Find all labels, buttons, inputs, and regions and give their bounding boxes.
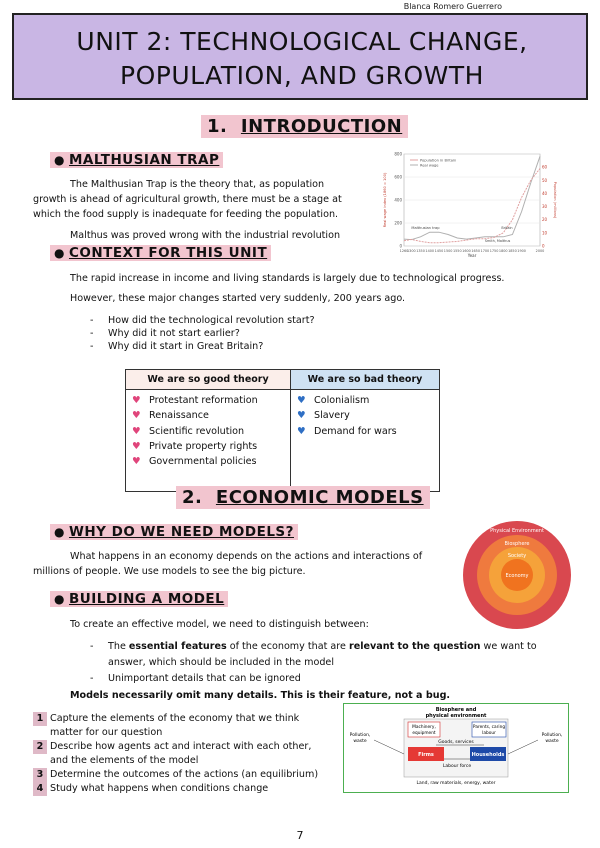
pollution-left-2: waste bbox=[353, 739, 367, 744]
list-item bbox=[132, 424, 290, 439]
question-text: Why did it not start earlier? bbox=[108, 328, 240, 339]
chart-x-tick: 1450 bbox=[434, 249, 444, 253]
bad-item: Slavery bbox=[314, 410, 350, 422]
b1-line2: answer, which should be included in the model bbox=[108, 657, 334, 668]
pink-heart-icon: ♥ bbox=[132, 456, 141, 468]
pollution-right-2: waste bbox=[545, 739, 559, 744]
chart-y-tick: 0 bbox=[399, 243, 402, 249]
chart-x-tick: 1700 bbox=[480, 249, 490, 253]
bad-item: Colonialism bbox=[314, 395, 370, 406]
malthusian-p1-line2: growth is ahead of agricultural growth, there must be a stage at bbox=[33, 194, 342, 205]
list-item bbox=[33, 768, 318, 782]
list-item: - Unimportant details that can be ignored bbox=[90, 673, 301, 684]
bad-theory-header: We are so bad theory bbox=[291, 370, 440, 390]
bullet-icon: ● bbox=[54, 246, 65, 260]
pollution-arrow-right bbox=[508, 740, 538, 754]
blue-heart-icon: ♥ bbox=[297, 410, 306, 422]
why-models-p2: millions of people. We use models to see the big picture. bbox=[33, 566, 306, 577]
flow-title-line1: Biosphere and bbox=[435, 707, 477, 713]
list-item: - Why did it not start earlier? bbox=[90, 328, 240, 339]
chart-x-tick: 1900 bbox=[517, 249, 526, 253]
bullet-icon: ● bbox=[54, 525, 65, 539]
bullet-icon: ● bbox=[54, 153, 65, 167]
bad-theory-list bbox=[291, 390, 440, 492]
machinery-2: equipment bbox=[412, 731, 436, 736]
list-item: - How did the technological revolution start? bbox=[90, 315, 315, 326]
step-number: 3 bbox=[33, 768, 47, 782]
chart-x-tick: 1300 bbox=[407, 249, 416, 253]
good-item: Scientific revolution bbox=[149, 425, 245, 437]
steps-list bbox=[33, 712, 318, 796]
list-item bbox=[132, 454, 290, 469]
step-number: 2 bbox=[33, 740, 47, 754]
step-text: Determine the outcomes of the actions (an equilibrium) bbox=[50, 769, 319, 780]
list-item bbox=[297, 424, 439, 439]
b1-text: The bbox=[108, 641, 129, 652]
blue-heart-icon: ♥ bbox=[297, 425, 306, 437]
step-number: 4 bbox=[33, 782, 47, 796]
economy-flow-diagram bbox=[343, 703, 569, 793]
chart-x-tick: 1600 bbox=[462, 249, 471, 253]
list-item bbox=[132, 439, 290, 454]
section1-title-text: INTRODUCTION bbox=[240, 116, 403, 137]
chart-y-right-tick: 50 bbox=[542, 177, 548, 183]
chart-x-tick: 2000 bbox=[535, 249, 545, 253]
chart-x-tick: 1260 bbox=[399, 249, 409, 253]
chart-x-tick: 1550 bbox=[452, 249, 462, 253]
pink-heart-icon: ♥ bbox=[132, 395, 141, 406]
label-economy: Economy bbox=[505, 573, 529, 579]
malthusian-heading-text: MALTHUSIAN TRAP bbox=[68, 152, 220, 168]
chart-x-tick: 1350 bbox=[416, 249, 425, 253]
list-item bbox=[33, 740, 318, 754]
economy-flow-svg bbox=[344, 704, 568, 792]
chart-y-right-tick: 30 bbox=[542, 204, 548, 210]
chart-y-right-tick: 0 bbox=[542, 243, 545, 249]
label-biosphere: Biosphere bbox=[504, 541, 530, 547]
chart-x-tick: 1400 bbox=[425, 249, 435, 253]
list-item bbox=[297, 408, 439, 423]
good-item: Private property rights bbox=[149, 440, 258, 452]
chart-y-right-label: Population (millions) bbox=[553, 181, 557, 219]
legend-population: Population in Britain bbox=[420, 158, 457, 163]
context-heading bbox=[50, 245, 271, 261]
pollution-left-1: Pollution, bbox=[349, 733, 371, 738]
step-number: 1 bbox=[33, 712, 47, 726]
b2-text: Unimportant details that can be ignored bbox=[108, 673, 301, 684]
section2-title-text: ECONOMIC MODELS bbox=[215, 487, 424, 508]
list-item bbox=[297, 393, 439, 408]
parents-2: labour bbox=[482, 731, 496, 736]
list-item: - The essential features of the economy that are relevant to the question we want to bbox=[90, 641, 537, 652]
chart-x-tick: 1750 bbox=[489, 249, 499, 253]
good-item: Governmental policies bbox=[149, 456, 257, 468]
building-intro: To create an effective model, we need to distinguish between: bbox=[70, 619, 369, 630]
building-heading bbox=[50, 591, 228, 607]
why-models-heading-text: WHY DO WE NEED MODELS? bbox=[68, 524, 294, 540]
malthusian-p1-line3: which the food supply is inadequate for feeding the population. bbox=[33, 209, 339, 220]
question-text: Why did it start in Great Britain? bbox=[108, 341, 264, 352]
malthusian-heading bbox=[50, 152, 223, 168]
context-p1: The rapid increase in income and living standards is largely due to technological progress. bbox=[70, 273, 505, 284]
label-physical-environment: Physical Environment bbox=[490, 528, 544, 534]
chart-y-tick: 400 bbox=[394, 197, 402, 203]
good-theory-header: We are so good theory bbox=[126, 370, 291, 390]
nested-circles-diagram bbox=[462, 520, 572, 630]
b1-text3: we want to bbox=[480, 641, 537, 652]
section2-title bbox=[176, 486, 430, 509]
chart-y-tick: 600 bbox=[394, 174, 402, 180]
building-heading-text: BUILDING A MODEL bbox=[68, 591, 225, 607]
blue-heart-icon: ♥ bbox=[297, 395, 306, 406]
annotation-smith-malthus: Smith, Malthus bbox=[484, 239, 511, 243]
unit-title-line1: UNIT 2: TECHNOLOGICAL CHANGE, bbox=[76, 27, 528, 56]
unit-title-banner bbox=[12, 13, 588, 100]
step-text: Describe how agents act and interact with each other, bbox=[50, 741, 312, 752]
list-item: - Why did it start in Great Britain? bbox=[90, 341, 264, 352]
good-theory-list bbox=[126, 390, 291, 492]
step-continuation: matter for our question bbox=[50, 727, 163, 738]
pink-heart-icon: ♥ bbox=[132, 425, 141, 437]
chart-y-right-tick: 10 bbox=[542, 230, 548, 236]
chart-y-right-tick: 20 bbox=[542, 217, 548, 223]
context-heading-text: CONTEXT FOR THIS UNIT bbox=[68, 245, 268, 261]
b1-bold2: relevant to the question bbox=[348, 641, 481, 652]
question-text: How did the technological revolution start? bbox=[108, 315, 315, 326]
list-item bbox=[33, 782, 318, 796]
legend-wage: Real wage bbox=[420, 163, 439, 168]
chart-y-label: Real wage index (1860 = 100) bbox=[383, 172, 387, 228]
annotation-malthusian-trap: Malthusian trap bbox=[411, 225, 440, 230]
malthus-chart-svg bbox=[380, 150, 556, 258]
chart-x-label: Year bbox=[467, 253, 477, 258]
pollution-arrow-left bbox=[374, 740, 404, 754]
section2-number: 2. bbox=[182, 487, 203, 508]
households-label: Households bbox=[471, 752, 505, 758]
chart-x-tick: 1500 bbox=[443, 249, 453, 253]
nested-circles-svg bbox=[462, 520, 572, 630]
malthus-chart bbox=[380, 150, 556, 258]
goods-label: Goods, services bbox=[438, 740, 474, 745]
pink-heart-icon: ♥ bbox=[132, 410, 141, 422]
list-item bbox=[132, 393, 290, 408]
step-text: Study what happens when conditions change bbox=[50, 783, 269, 794]
good-item: Renaissance bbox=[149, 410, 209, 422]
chart-y-right-tick: 40 bbox=[542, 190, 548, 196]
annotation-britain: Britain bbox=[501, 225, 513, 230]
section1-number: 1. bbox=[207, 116, 228, 137]
context-questions bbox=[90, 314, 315, 353]
pollution-right-1: Pollution, bbox=[541, 733, 563, 738]
models-emphasis: Models necessarily omit many details. This is their feature, not a bug. bbox=[70, 690, 451, 701]
parents-1: Parents, caring bbox=[472, 725, 506, 730]
malthusian-p2: Malthus was proved wrong with the industrial revolution bbox=[70, 230, 341, 241]
page-number: 7 bbox=[296, 829, 304, 842]
section1-title bbox=[201, 115, 408, 138]
good-item: Protestant reformation bbox=[149, 395, 258, 406]
firms-label: Firms bbox=[418, 752, 434, 758]
step-continuation: and the elements of the model bbox=[50, 755, 199, 766]
unit-title-line2: POPULATION, AND GROWTH bbox=[120, 61, 484, 90]
step-text: Capture the elements of the economy that we think bbox=[50, 713, 300, 724]
bullet-icon: ● bbox=[54, 592, 65, 606]
machinery-1: Machinery, bbox=[412, 725, 436, 730]
chart-x-tick: 1850 bbox=[508, 249, 517, 253]
chart-x-tick: 1800 bbox=[498, 249, 508, 253]
list-item bbox=[33, 712, 318, 726]
chart-y-tick: 800 bbox=[394, 151, 402, 157]
chart-y-right-tick: 60 bbox=[542, 164, 548, 170]
list-item bbox=[132, 408, 290, 423]
why-models-p1: What happens in an economy depends on the actions and interactions of bbox=[70, 551, 423, 562]
bad-item: Demand for wars bbox=[314, 425, 397, 437]
b1-text2: of the economy that are bbox=[226, 641, 349, 652]
theory-table bbox=[125, 369, 440, 492]
labour-label: Labour force bbox=[442, 764, 472, 769]
malthusian-p1-line1: The Malthusian Trap is the theory that, as population bbox=[70, 179, 325, 190]
flow-title-line2: physical environment bbox=[425, 713, 487, 719]
why-models-heading bbox=[50, 524, 298, 540]
land-label: Land, raw materials, energy, water bbox=[416, 781, 496, 786]
chart-x-tick: 1650 bbox=[471, 249, 480, 253]
chart-y-tick: 200 bbox=[394, 220, 402, 226]
label-society: Society bbox=[507, 553, 527, 559]
b1-bold1: essential features bbox=[128, 641, 227, 652]
context-p2: However, these major changes started very suddenly, 200 years ago. bbox=[70, 293, 406, 304]
pink-heart-icon: ♥ bbox=[132, 440, 141, 452]
author-name: Blanca Romero Guerrero bbox=[403, 2, 502, 11]
